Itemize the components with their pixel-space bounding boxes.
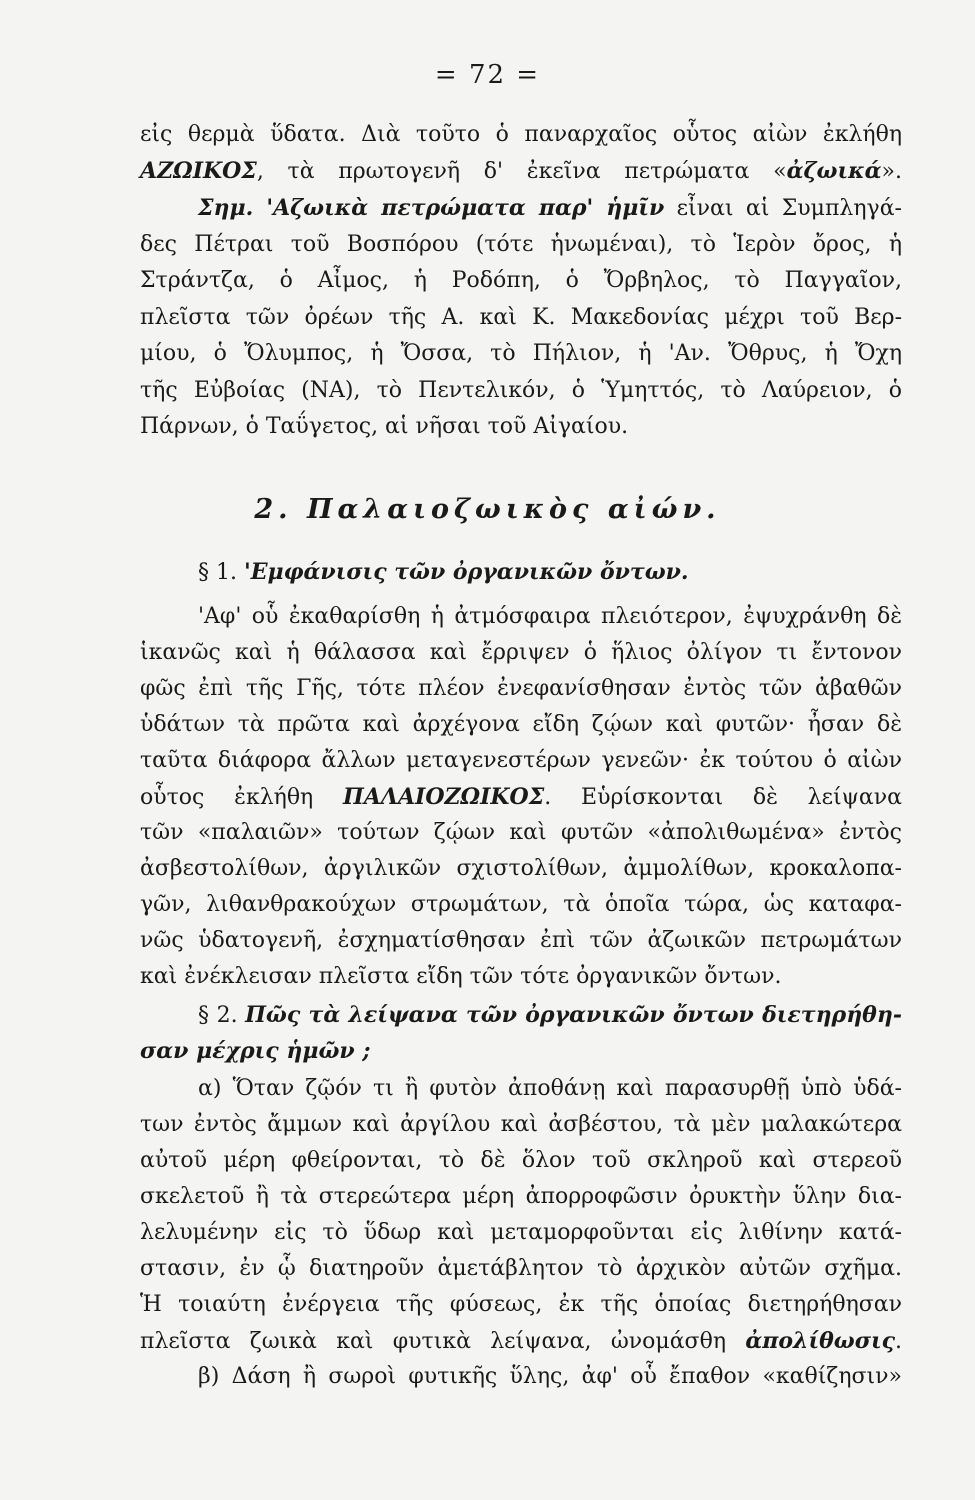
- text-line: ταῦτα διάφορα ἄλλων μεταγενεστέρων γενεῶν· ἐκ τούτου ὁ αἰὼν: [140, 748, 902, 773]
- text-line: των ἐντὸς ἄμμων καὶ ἀργίλου καὶ ἀσβέστου, τὰ μὲν μαλακώτερα: [140, 1112, 902, 1137]
- subsection-title: Πῶς τὰ λείψανα τῶν ὀργανικῶν ὄντων διετηρήθη-: [245, 1002, 902, 1028]
- text-line: β) Δάση ἢ σωροὶ φυτικῆς ὕλης, ἀφ' οὗ ἔπαθον «καθίζησιν»: [198, 1364, 902, 1389]
- text-line: φῶς ἐπὶ τῆς Γῆς, τότε πλέον ἐνεφανίσθησαν ἐντὸς τῶν ἀβαθῶν: [140, 676, 902, 701]
- term-azoika: ἀζωικά: [786, 158, 882, 184]
- text-line: αὐτοῦ μέρη φθείρονται, τὸ δὲ ὅλον τοῦ σκληροῦ καὶ στερεοῦ: [140, 1148, 902, 1173]
- text-span: ».: [881, 159, 902, 184]
- text-span: οὗτος ἐκλήθη: [140, 785, 344, 810]
- text-line: Ἡ τοιαύτη ἐνέργεια τῆς φύσεως, ἐκ τῆς ὁποίας διετηρήθησαν: [140, 1292, 902, 1317]
- note-line: [198, 193, 902, 224]
- text-line: λελυμένην εἰς τὸ ὕδωρ καὶ μεταμορφοῦνται εἰς λιθίνην κατά-: [140, 1220, 902, 1245]
- note-label: Σημ. 'Αζωικὰ πετρώματα παρ' ἡμῖν: [198, 195, 665, 221]
- subsection-title-cont: σαν μέχρις ἡμῶν ;: [140, 1038, 371, 1064]
- text-line: πλεῖστα τῶν ὀρέων τῆς Α. καὶ Κ. Μακεδονίας μέχρι τοῦ Βερ-: [140, 305, 902, 330]
- text-line: [140, 1326, 902, 1357]
- text-line: τῶν «παλαιῶν» τούτων ζῴων καὶ φυτῶν «ἀπολιθωμένα» ἐντὸς: [140, 820, 902, 845]
- text-line: τῆς Εὐβοίας (ΝΑ), τὸ Πεντελικόν, ὁ Ὑμηττός, τὸ Λαύρειον, ὁ: [140, 378, 902, 403]
- section-mark: § 2.: [198, 1003, 246, 1028]
- text-span: εἶναι αἱ Συμπληγά-: [664, 196, 902, 221]
- text-line: ἀσβεστολίθων, ἀργιλικῶν σχιστολίθων, ἀμμολίθων, κροκαλοπα-: [140, 856, 902, 881]
- term-palaiozoikos: ΠΑΛΑΙΟΖΩΙΚΟΣ: [343, 784, 545, 810]
- section-mark: § 1.: [198, 560, 244, 585]
- text-line: Στράντζα, ὁ Αἶμος, ἡ Ροδόπη, ὁ Ὄρβηλος, τὸ Παγγαῖον,: [140, 268, 902, 293]
- page-number: = 72 =: [434, 60, 541, 90]
- text-line: μίου, ὁ Ὄλυμπος, ἡ Ὄσσα, τὸ Πήλιον, ἡ 'Αν. Ὄθρυς, ἡ Ὄχη: [140, 341, 902, 366]
- text-line: γῶν, λιθανθρακούχων στρωμάτων, τὰ ὁποῖα τώρα, ὡς καταφα-: [140, 892, 902, 917]
- text-line: 'Αφ' οὗ ἐκαθαρίσθη ἡ ἀτμόσφαιρα πλειότερον, ἐψυχράνθη δὲ: [198, 604, 902, 629]
- text-line: [140, 782, 902, 813]
- subsection-title: 'Εμφάνισις τῶν ὀργανικῶν ὄντων.: [243, 559, 689, 585]
- text-span: . Εὑρίσκονται δὲ λείψανα: [544, 785, 902, 810]
- text-line: α) Ὅταν ζῷόν τι ἢ φυτὸν ἀποθάνῃ καὶ παρασυρθῇ ὑπὸ ὑδά-: [198, 1076, 902, 1101]
- subsection-heading: [198, 1000, 902, 1031]
- section-heading: 2. Παλαιοζωικὸς αἰών.: [254, 494, 721, 525]
- text-span: .: [895, 1329, 902, 1354]
- text-line: νῶς ὑδατογενῆ, ἐσχηματίσθησαν ἐπὶ τῶν ἀζωικῶν πετρωμάτων: [140, 928, 902, 953]
- text-line: ὑδάτων τὰ πρῶτα καὶ ἀρχέγονα εἴδη ζῴων καὶ φυτῶν· ἦσαν δὲ: [140, 712, 902, 737]
- text-line: εἰς θερμὰ ὕδατα. Διὰ τοῦτο ὁ παναρχαῖος οὗτος αἰὼν ἐκλήθη: [140, 122, 902, 147]
- text-line: δες Πέτραι τοῦ Βοσπόρου (τότε ἡνωμέναι), τὸ Ἱερὸν ὄρος, ἡ: [140, 232, 902, 257]
- term-apolithosis: ἀπολίθωσις: [745, 1328, 895, 1354]
- term-azoikos: ΑΖΩΙΚΟΣ: [140, 158, 257, 184]
- text-line: σκελετοῦ ἢ τὰ στερεώτερα μέρη ἀπορροφῶσιν ὀρυκτὴν ὕλην δια-: [140, 1184, 902, 1209]
- text-line: καὶ ἐνέκλεισαν πλεῖστα εἴδη τῶν τότε ὀργανικῶν ὄντων.: [140, 964, 782, 989]
- text-line: [140, 156, 902, 187]
- text-line: ἱκανῶς καὶ ἡ θάλασσα καὶ ἔρριψεν ὁ ἥλιος ὀλίγον τι ἔντονον: [140, 640, 902, 665]
- text-line: στασιν, ἐν ᾧ διατηροῦν ἀμετάβλητον τὸ ἀρχικὸν αὐτῶν σχῆμα.: [140, 1256, 902, 1281]
- text-span: , τὰ πρωτογενῆ δ' ἐκεῖνα πετρώματα «: [256, 159, 787, 184]
- text-line: Πάρνων, ὁ Ταΰγετος, αἱ νῆσαι τοῦ Αἰγαίου.: [140, 414, 629, 439]
- text-span: πλεῖστα ζωικὰ καὶ φυτικὰ λείψανα, ὠνομάσθη: [140, 1329, 746, 1354]
- subsection-heading: [198, 557, 902, 588]
